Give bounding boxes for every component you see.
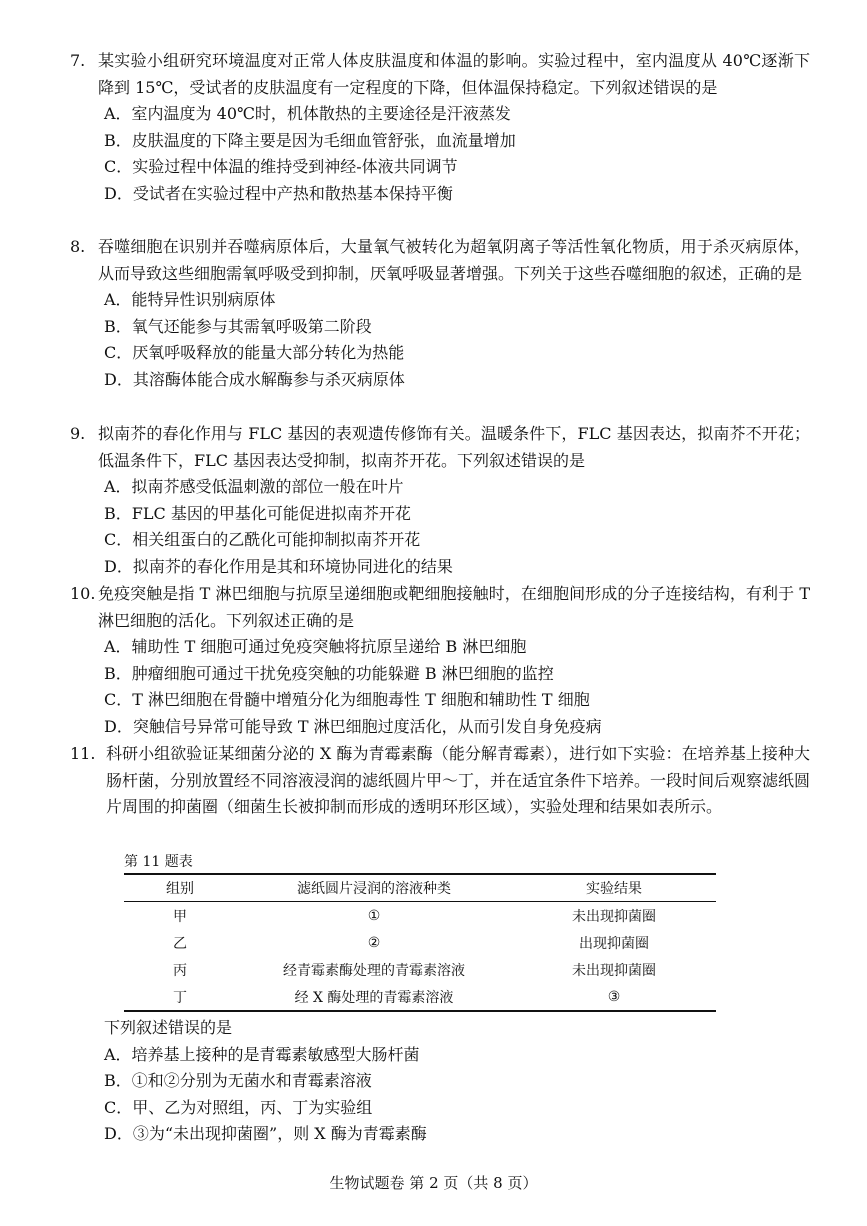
option-d: D．其溶酶体能合成水解酶参与杀灭病原体 — [104, 369, 405, 389]
option-a: A．室内温度为 40℃时，机体散热的主要途径是汗液蒸发 — [104, 104, 511, 123]
table-row — [124, 902, 716, 930]
option-b: B．肿瘤细胞可通过干扰免疫突触的功能躲避 B 淋巴细胞的监控 — [104, 663, 554, 683]
option-c: C．甲、乙为对照组，丙、丁为实验组 — [104, 1097, 373, 1117]
question-stem: 科研小组欲验证某细菌分泌的 X 酶为青霉素酶（能分解青霉素），进行如下实验：在培养基上接种大肠杆菌，分别放置经不同溶液浸润的滤纸圆片甲～丁，并在适宜条件下培养。一段时间后观察滤纸圆片周围的抑菌圈（细菌生长被抑制而形成的透明环形区域），实验处理和结果如表所示。 — [106, 744, 811, 816]
question-10 — [70, 581, 810, 740]
option-a: A．辅助性 T 细胞可通过免疫突触将抗原呈递给 B 淋巴细胞 — [104, 637, 527, 656]
table-header-row — [124, 874, 716, 902]
option-c: C．相关组蛋白的乙酰化可能抑制拟南芥开花 — [104, 530, 421, 549]
cell-result: 未出现抑菌圈 — [572, 962, 656, 979]
header-group: 组别 — [124, 874, 236, 902]
option-c: C．厌氧呼吸释放的能量大部分转化为热能 — [104, 343, 405, 362]
header-solution: 滤纸圆片浸润的溶液种类 — [236, 874, 512, 902]
cell-group: 乙 — [173, 935, 187, 952]
question-number: 7. — [70, 51, 86, 70]
option-d: D．拟南芥的春化作用是其和环境协同进化的结果 — [104, 556, 453, 576]
question-9 — [70, 421, 810, 580]
option-a: A．拟南芥感受低温刺激的部位一般在叶片 — [104, 477, 404, 496]
cell-solution: ② — [367, 934, 381, 951]
option-b: B．氧气还能参与其需氧呼吸第二阶段 — [104, 316, 372, 336]
option-c: C．T 淋巴细胞在骨髓中增殖分化为细胞毒性 T 细胞和辅助性 T 细胞 — [104, 690, 590, 709]
question-number: 10. — [70, 584, 96, 603]
question-number: 9. — [70, 424, 86, 443]
option-b: B．①和②分别为无菌水和青霉素溶液 — [104, 1071, 372, 1090]
question-number: 8. — [70, 237, 86, 256]
cell-solution: ① — [367, 907, 381, 924]
cell-result: ③ — [512, 983, 716, 1011]
cell-solution: 经青霉素酶处理的青霉素溶液 — [283, 962, 465, 979]
option-d: D．受试者在实验过程中产热和散热基本保持平衡 — [104, 183, 453, 203]
question-7 — [70, 48, 810, 207]
question-number: 11. — [70, 744, 96, 763]
table-row — [124, 929, 716, 956]
page-footer: 生物试题卷 第 2 页（共 8 页） — [329, 1174, 538, 1192]
question-8 — [70, 234, 810, 393]
table-row — [124, 983, 716, 1011]
question-stem: 拟南芥的春化作用与 FLC 基因的表观遗传修饰有关。温暖条件下，FLC 基因表达，拟南芥不开花；低温条件下，FLC 基因表达受抑制，拟南芥开花。下列叙述错误的是 — [98, 424, 810, 470]
option-d: D．突触信号异常可能导致 T 淋巴细胞过度活化，从而引发自身免疫病 — [104, 716, 602, 736]
cell-solution: 经 X 酶处理的青霉素溶液 — [236, 983, 512, 1011]
experiment-table — [124, 873, 716, 1012]
table-row — [124, 956, 716, 983]
cell-result: 出现抑菌圈 — [579, 935, 649, 952]
question-stem: 免疫突触是指 T 淋巴细胞与抗原呈递细胞或靶细胞接触时，在细胞间形成的分子连接结构，有利于 T 淋巴细胞的活化。下列叙述正确的是 — [98, 584, 810, 630]
header-result: 实验结果 — [512, 874, 716, 902]
cell-result: 未出现抑菌圈 — [572, 908, 656, 925]
option-a: A．能特异性识别病原体 — [104, 290, 276, 309]
option-a: A．培养基上接种的是青霉素敏感型大肠杆菌 — [104, 1044, 420, 1064]
option-d: D．③为“未出现抑菌圈”，则 X 酶为青霉素酶 — [104, 1124, 427, 1143]
option-b: B．FLC 基因的甲基化可能促进拟南芥开花 — [104, 503, 411, 523]
question-stem: 吞噬细胞在识别并吞噬病原体后，大量氧气被转化为超氧阴离子等活性氧化物质，用于杀灭病原体，从而导致这些细胞需氧呼吸受到抑制，厌氧呼吸显著增强。下列关于这些吞噬细胞的叙述，正确的是 — [98, 237, 810, 283]
question-11-options — [104, 1015, 427, 1148]
option-c: C．实验过程中体温的维持受到神经-体液共同调节 — [104, 157, 458, 176]
cell-group: 丁 — [124, 983, 236, 1011]
cell-group: 丙 — [173, 962, 187, 979]
question-prompt: 下列叙述错误的是 — [104, 1018, 233, 1037]
option-b: B．皮肤温度的下降主要是因为毛细血管舒张，血流量增加 — [104, 130, 516, 150]
question-11 — [70, 741, 810, 821]
question-stem: 某实验小组研究环境温度对正常人体皮肤温度和体温的影响。实验过程中，室内温度从 40℃逐渐下降到 15℃，受试者的皮肤温度有一定程度的下降，但体温保持稳定。下列叙述错误的是 — [98, 51, 810, 97]
table-caption: 第 11 题表 — [124, 854, 193, 870]
cell-group: 甲 — [173, 908, 187, 925]
